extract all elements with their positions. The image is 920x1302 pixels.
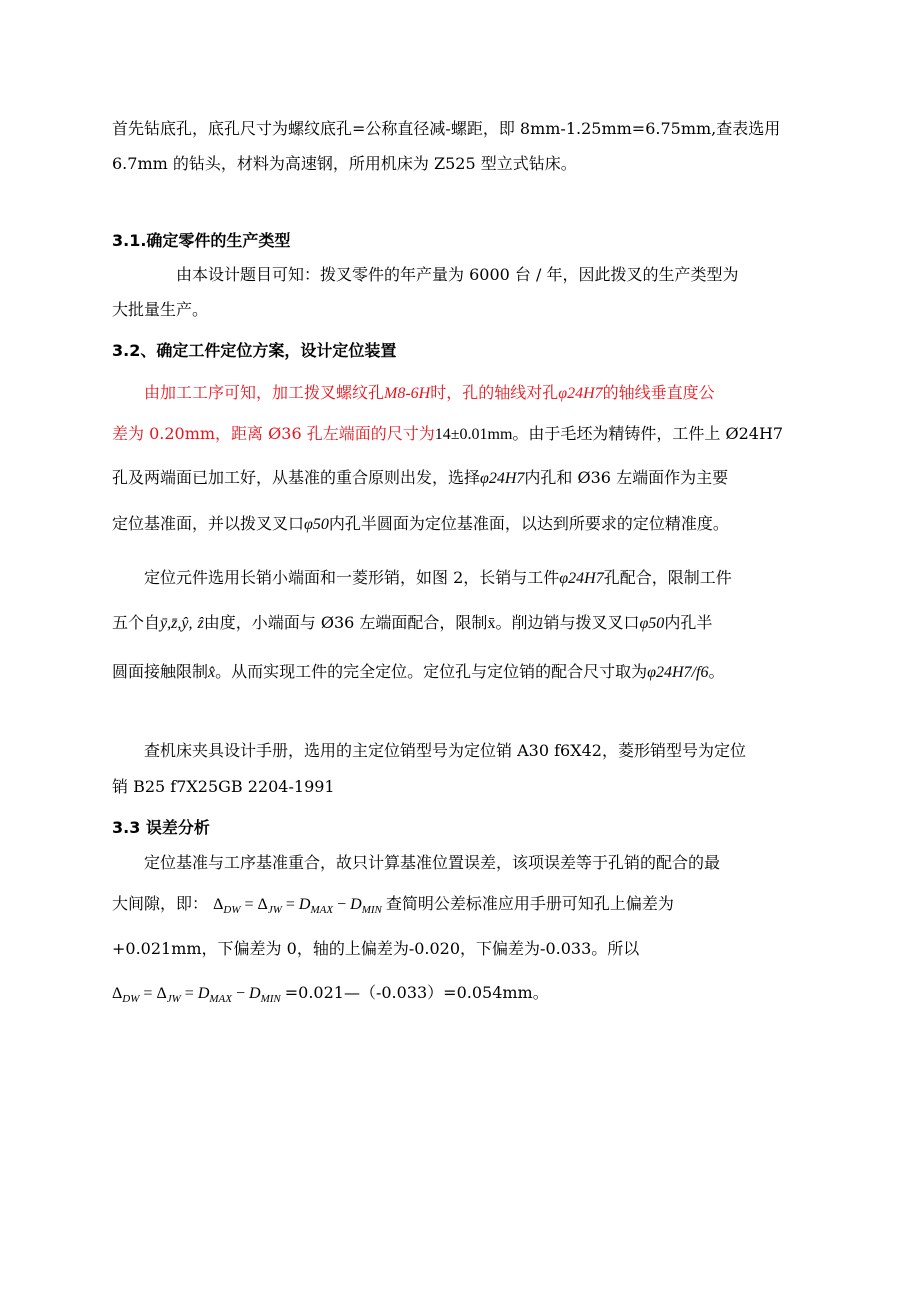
text-run: 内孔半 — [664, 613, 713, 632]
math-expression: φ50 — [639, 615, 665, 632]
paragraph-line — [144, 567, 732, 590]
text-run: 。 — [708, 662, 725, 681]
math-symbol: Δ — [257, 896, 268, 913]
section-heading-3-1: 3.1.确定零件的生产类型 — [112, 231, 291, 250]
text-run: 孔配合，限制工件 — [603, 568, 732, 587]
math-symbol: = — [143, 985, 153, 1002]
math-symbol: Δ — [213, 896, 224, 913]
paragraph-line — [112, 467, 728, 490]
math-symbol: − — [235, 985, 246, 1002]
math-expression: φ50 — [304, 516, 329, 533]
text-run: 由度，小端面与 Ø36 左端面配合，限制 — [203, 613, 488, 632]
paragraph-line — [112, 982, 549, 1010]
math-subscript: JW — [267, 904, 282, 917]
text-run: 。由于毛坯为精铸件，工件上 Ø24H7 — [512, 424, 784, 443]
text-run: 定位元件选用长销小端面和一菱形销，如图 2，长销与工件 — [144, 568, 560, 587]
math-expression: φ24H7/f6 — [647, 664, 709, 681]
text-run: 查简明公差标准应用手册可知孔上偏差为 — [385, 894, 674, 913]
math-expression: x̂ — [208, 664, 216, 681]
error-formula — [112, 985, 285, 1006]
math-expression: φ24H7 — [559, 570, 604, 587]
paragraph-line: 定位基准与工序基准重合，故只计算基准位置误差，该项误差等于孔销的配合的最 — [144, 853, 721, 872]
text-run: 定位基准面，并以拨叉叉口 — [112, 514, 305, 533]
text-run: 圆面接触限制 — [112, 662, 209, 681]
paragraph-line: 查机床夹具设计手册，选用的主定位销型号为定位销 A30 f6X42，菱形销型号为定位 — [144, 741, 746, 760]
paragraph-line: 6.7mm 的钻头，材料为高速钢，所用机床为 Z525 型立式钻床。 — [112, 154, 577, 173]
text-run: 。从而实现工件的完全定位。定位孔与定位销的配合尺寸取为 — [215, 662, 648, 681]
math-symbol: − — [337, 896, 347, 913]
paragraph-line-red — [144, 382, 715, 405]
math-expression: 14±0.01mm — [434, 426, 513, 443]
text-run: 孔及两端面已加工好，从基准的重合原则出发，选择 — [112, 468, 481, 487]
math-symbol: = — [184, 985, 194, 1002]
math-expression: x̄ — [487, 615, 496, 632]
math-subscript: MAX — [209, 993, 232, 1006]
paragraph-line — [112, 661, 724, 684]
math-expression: ȳ,z̄,ŷ, — [160, 615, 193, 632]
paragraph-line: 由本设计题目可知：拨叉零件的年产量为 6000 台 / 年，因此拨叉的生产类型为 — [176, 265, 739, 284]
math-subscript: JW — [166, 993, 181, 1006]
paragraph-line — [112, 612, 712, 635]
text-run: 时，孔的轴线对孔 — [430, 383, 559, 402]
section-heading-3-3: 3.3 误差分析 — [112, 818, 210, 837]
text-run: 内孔半圆面为定位基准面，以达到所要求的定位精准度。 — [328, 514, 729, 533]
math-symbol: Δ — [112, 985, 123, 1002]
math-symbol: Δ — [156, 985, 167, 1002]
math-expression: φ24H7 — [480, 470, 525, 487]
text-run: 内孔和 Ø36 左端面作为主要 — [524, 468, 729, 487]
text-run: 大间隙，即： — [112, 894, 209, 913]
math-subscript: MIN — [260, 993, 281, 1006]
paragraph-line: 首先钻底孔，底孔尺寸为螺纹底孔=公称直径减-螺距，即 8mm-1.25mm=6.75mm,查表选用 — [112, 119, 781, 138]
math-symbol: D — [197, 985, 210, 1002]
section-heading-3-2: 3.2、确定工件定位方案，设计定位装置 — [112, 341, 397, 360]
paragraph-line — [112, 513, 729, 536]
paragraph-line — [112, 893, 674, 921]
paragraph-line — [112, 423, 783, 446]
math-symbol: D — [350, 896, 362, 913]
paragraph-line: +0.021mm，下偏差为 0，轴的上偏差为-0.020，下偏差为-0.033。所以 — [112, 939, 640, 958]
math-subscript: MAX — [310, 904, 334, 917]
paragraph-line: 大批量生产。 — [112, 300, 209, 319]
math-expression: M8-6H — [384, 385, 431, 402]
math-subscript: MIN — [361, 904, 382, 917]
math-symbol: = — [285, 896, 295, 913]
error-formula — [213, 896, 386, 917]
paragraph-line: 销 B25 f7X25GB 2204-1991 — [112, 777, 335, 796]
text-run: =0.021—（-0.033）=0.054mm。 — [284, 983, 549, 1002]
text-run: 由加工工序可知，加工拨叉螺纹孔 — [144, 383, 385, 402]
math-symbol: D — [249, 985, 261, 1002]
math-subscript: DW — [122, 993, 140, 1006]
math-expression: ẑ — [197, 615, 204, 632]
math-expression: φ24H7 — [558, 385, 603, 402]
text-run: 的轴线垂直度公 — [602, 383, 715, 402]
math-subscript: DW — [223, 904, 241, 917]
text-run: 五个自 — [112, 613, 161, 632]
math-symbol: D — [298, 896, 311, 913]
math-symbol: = — [244, 896, 254, 913]
text-run-red: 差为 0.20mm，距离 Ø36 孔左端面的尺寸为 — [112, 424, 435, 443]
text-run: 。削边销与拨叉叉口 — [495, 613, 640, 632]
